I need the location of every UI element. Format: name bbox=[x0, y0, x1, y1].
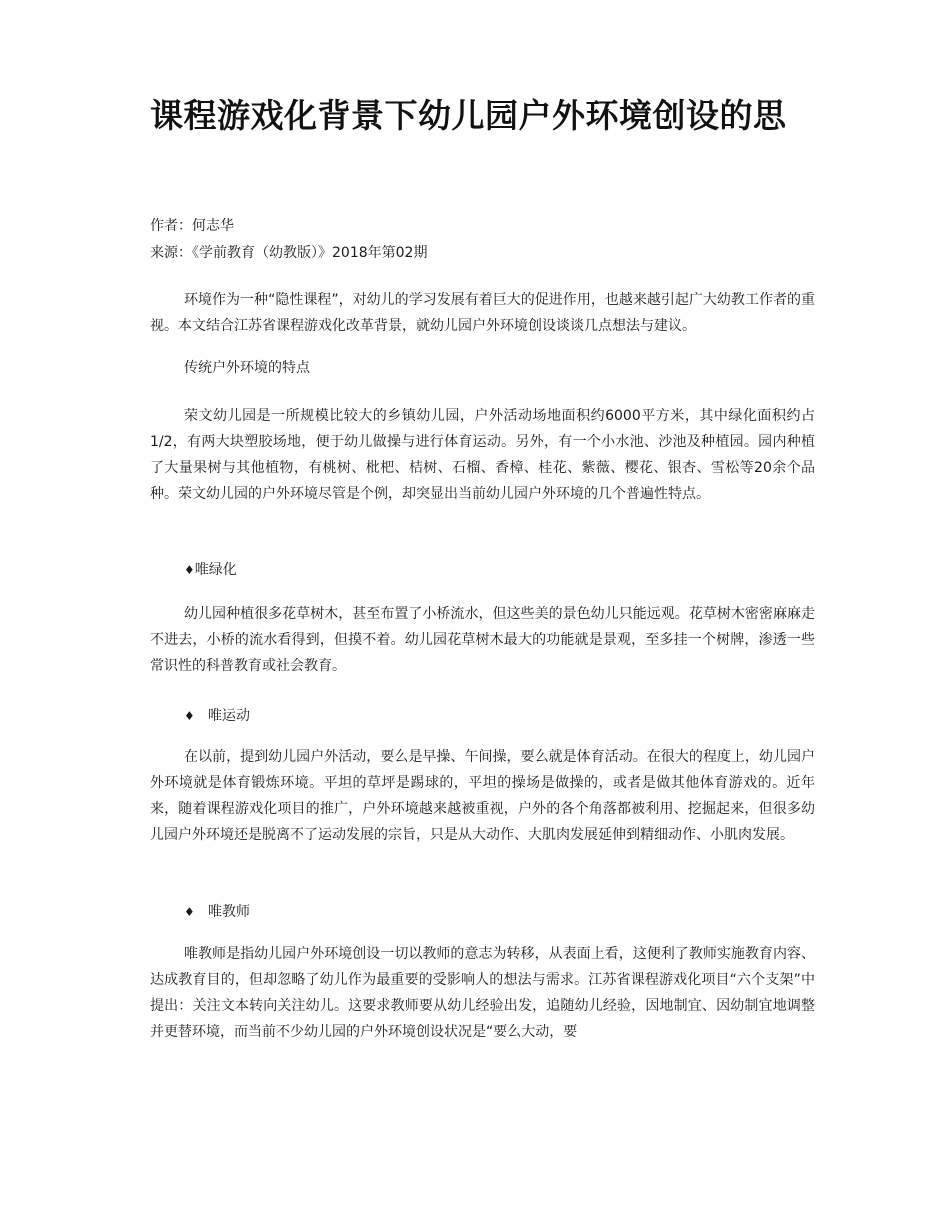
bullet-heading-teacher bbox=[184, 902, 250, 922]
bullet-heading-greening bbox=[184, 560, 237, 580]
paragraph-sports: 在以前，提到幼儿园户外活动，要么是早操、午间操，要么就是体育活动。在很大的程度上，幼儿园户外环境就是体育锻炼环境。平坦的草坪是踢球的，平坦的操场是做操的，或者是做其他体育游戏的。近年来，随着课程游戏化项目的推广，户外环境越来越被重视，户外的各个角落都被利用、挖掘起来，但很多幼儿园户外环境还是脱离不了运动发展的宗旨，只是从大动作、大肌肉发展延伸到精细动作、小肌肉发展。 bbox=[150, 749, 815, 843]
section-paragraph-rongwen: 荣文幼儿园是一所规模比较大的乡镇幼儿园，户外活动场地面积约6000平方米，其中绿化面积约占1/2，有两大块塑胶场地，便于幼儿做操与进行体育运动。另外，有一个小水池、沙池及种植园。园内种植了大量果树与其他植物，有桃树、枇杷、桔树、石榴、香樟、桂花、紫薇、樱花、银杏、雪松等20余个品种。荣文幼儿园的户外环境尽管是个例，却突显出当前幼儿园户外环境的几个普遍性特点。 bbox=[150, 408, 815, 502]
article-title: 课程游戏化背景下幼儿园户外环境创设的思 bbox=[150, 96, 787, 135]
bullet-label: 唯绿化 bbox=[194, 562, 237, 578]
source-line: 来源：《学前教育（幼教版）》2018年第02期 bbox=[150, 245, 428, 261]
intro-paragraph: 环境作为一种“隐性课程”，对幼儿的学习发展有着巨大的促进作用，也越来越引起广大幼教工作者的重视。本文结合江苏省课程游戏化改革背景，就幼儿园户外环境创设谈谈几点想法与建议。 bbox=[150, 292, 815, 334]
paragraph-teacher: 唯教师是指幼儿园户外环境创设一切以教师的意志为转移，从表面上看，这便利了教师实施教育内容、达成教育目的，但却忽略了幼儿作为最重要的受影响人的想法与需求。江苏省课程游戏化项目“六个支架”中提出：关注文本转向关注幼儿。这要求教师要从幼儿经验出发，追随幼儿经验，因地制宜、因幼制宜地调整并更替环境，而当前不少幼儿园的户外环境创设状况是“要么大动，要 bbox=[150, 946, 815, 1040]
bullet-heading-sports bbox=[184, 706, 250, 726]
section-heading-traditional: 传统户外环境的特点 bbox=[184, 360, 310, 376]
diamond-bullet-icon: ♦ bbox=[184, 905, 195, 919]
author-line: 作者：何志华 bbox=[150, 218, 234, 234]
paragraph-greening: 幼儿园种植很多花草树木，甚至布置了小桥流水，但这些美的景色幼儿只能远观。花草树木密密麻麻走不进去，小桥的流水看得到，但摸不着。幼儿园花草树木最大的功能就是景观，至多挂一个树牌，渗透一些常识性的科普教育或社会教育。 bbox=[150, 606, 815, 674]
bullet-label: 唯教师 bbox=[208, 904, 250, 920]
bullet-label: 唯运动 bbox=[208, 708, 250, 724]
diamond-bullet-icon: ♦ bbox=[184, 709, 195, 723]
diamond-bullet-icon: ♦ bbox=[184, 563, 195, 577]
